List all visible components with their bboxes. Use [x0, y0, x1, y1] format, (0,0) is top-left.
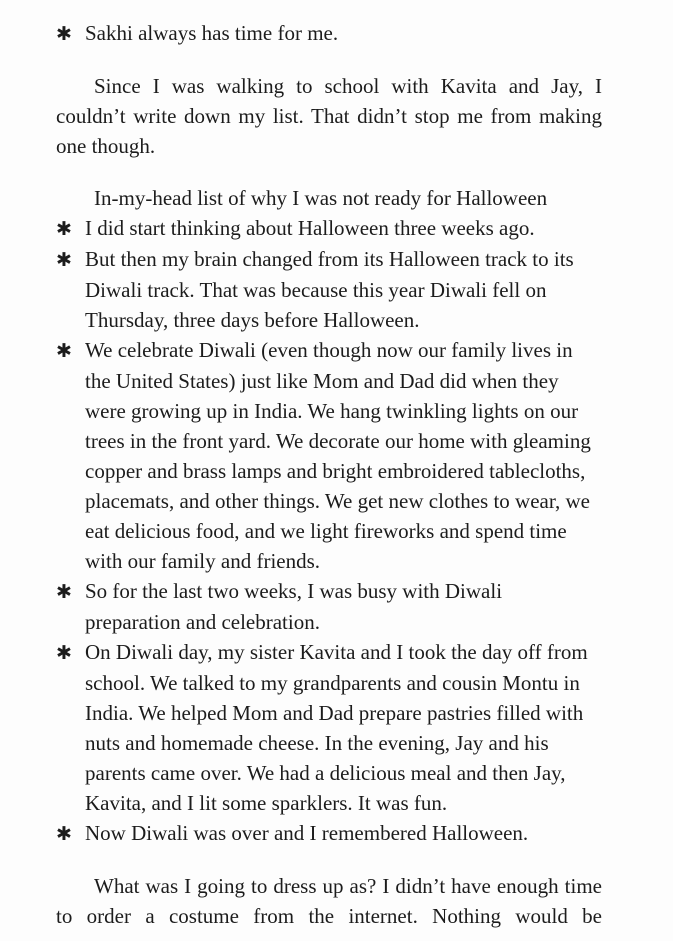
list-item-text: Sakhi always has time for me. — [85, 21, 339, 45]
list-intro-line: In-my-head list of why I was not ready for Halloween — [94, 186, 548, 210]
list-item-text: On Diwali day, my sister Kavita and I took the day off from school. We talked to my grandparents and cousin Montu in India. We helped Mom and Dad prepare pastries filled with nuts and homemade cheese. In the evening, Jay and his parents came over. We had a delicious meal and then Jay, Kavita, and I lit some sparklers. It was fun. — [85, 640, 588, 815]
asterisk-bullet-icon: ✱ — [56, 23, 72, 45]
asterisk-bullet-icon: ✱ — [56, 642, 72, 664]
list-item-text: I did start thinking about Halloween three weeks ago. — [85, 216, 535, 240]
bullet-list-item — [56, 818, 602, 849]
list-item-text: But then my brain changed from its Halloween track to its Diwali track. That was because this year Diwali fell on Thursday, three days before Halloween. — [85, 247, 574, 332]
halloween-reasons-list — [56, 213, 602, 849]
bullet-list-item — [56, 576, 602, 637]
story-paragraph: What was I going to dress up as? I didn’t have enough time to order a costume from the internet. Nothing would be — [56, 874, 602, 928]
list-item-text: Now Diwali was over and I remembered Halloween. — [85, 821, 529, 845]
story-paragraph: Since I was walking to school with Kavita and Jay, I couldn’t write down my list. That didn’t stop me from making one though. — [56, 74, 602, 158]
bullet-list-item — [56, 335, 602, 576]
asterisk-bullet-icon: ✱ — [56, 340, 72, 362]
bullet-list-item — [56, 213, 602, 244]
asterisk-bullet-icon: ✱ — [56, 823, 72, 845]
bullet-list-item — [56, 244, 602, 335]
asterisk-bullet-icon: ✱ — [56, 581, 72, 603]
asterisk-bullet-icon: ✱ — [56, 218, 72, 240]
list-item-text: We celebrate Diwali (even though now our family lives in the United States) just like Mom and Dad did when they were growing up in India. We hang twinkling lights on our trees in the front yard. We decorate our home with gleaming copper and brass lamps and bright embroidered tablecloths, placemats, and other things. We get new clothes to wear, we eat delicious food, and we light fireworks and spend time with our family and friends. — [85, 338, 591, 573]
bullet-list-item — [56, 637, 602, 818]
asterisk-bullet-icon: ✱ — [56, 249, 72, 271]
bullet-list-item — [56, 18, 602, 49]
list-item-text: So for the last two weeks, I was busy with Diwali preparation and celebration. — [85, 579, 503, 634]
